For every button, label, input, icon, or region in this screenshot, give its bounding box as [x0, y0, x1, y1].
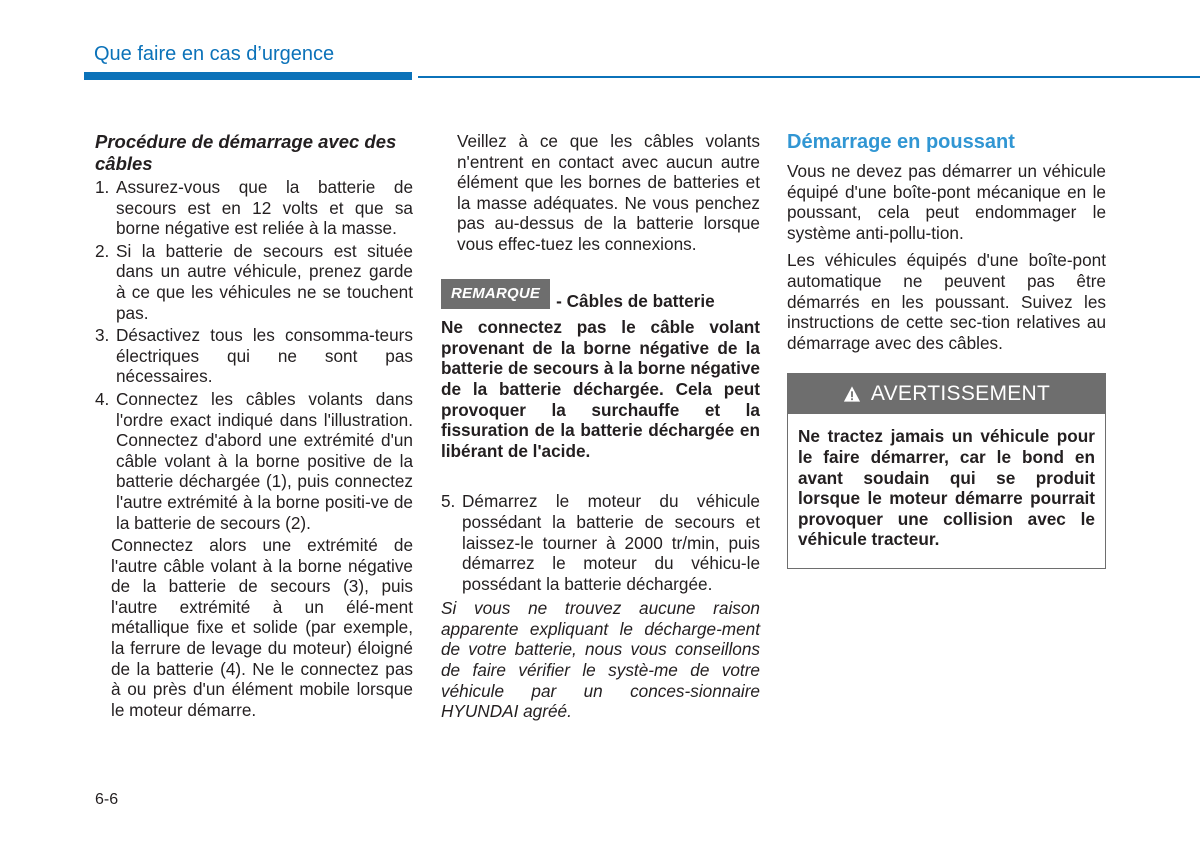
list-item-text: Démarrez le moteur du véhicule possédant la batterie de secours et laissez-le tourner à 2000 tr/min, puis démarrez le moteur du véhicu-le possédant la batterie déchargée.: [462, 491, 760, 594]
warning-triangle-icon: [843, 385, 861, 403]
list-item: [95, 325, 413, 387]
warning-text: Ne tractez jamais un véhicule pour le faire démarrer, car le bond en avant soudain qui se produit lorsque le moteur démarre pourrait provoquer une collision avec le véhicule tracteur.: [798, 426, 1095, 550]
header-title: Que faire en cas d’urgence: [94, 43, 335, 65]
list-item-number: 4.: [95, 388, 110, 409]
list-item: [95, 177, 413, 239]
warning-header: [788, 374, 1105, 414]
list-item-number: 3.: [95, 325, 110, 346]
list-item: [95, 241, 413, 323]
dealer-advice-text: Si vous ne trouvez aucune raison apparente expliquant le décharge-ment de votre batterie, nous vous conseillons de faire vérifier le systè-me de votre véhicule par un conces-sionnaire HYUNDAI agréé.: [441, 598, 760, 722]
column-right: [787, 131, 1106, 569]
note-text: Ne connectez pas le câble volant provenant de la borne négative de la batterie de secours à la borne négative de la batterie déchargée. Cela peut provoquer la surchauffe et la fissuration de la batterie déchargée en libérant de l'acide.: [441, 317, 760, 461]
list-continuation-text: Connectez alors une extrémité de l'autre câble volant à la borne négative de la batterie de secours (3), puis l'autre extrémité à un élé-ment métallique fixe et solide (par exemple, la ferrure de levage du moteur) éloigné de la batterie (4). Ne le connectez pas à ou près d'un élément mobile lorsque le moteur démarre.: [111, 535, 413, 720]
paragraph: Vous ne devez pas démarrer un véhicule équipé d'une boîte-pont mécanique en le poussant, cela peut endommager le système anti-pollu-tion.: [787, 161, 1106, 243]
list-item-text: Si la batterie de secours est située dans un autre véhicule, prenez garde à ce que les véhicules ne se touchent pas.: [116, 240, 413, 323]
header-rule-thick: [84, 72, 412, 80]
section-title: Démarrage en poussant: [787, 131, 1015, 153]
list-item-text: Désactivez tous les consomma-teurs électriques qui ne sont pas nécessaires.: [116, 325, 413, 387]
page-number: 6-6: [95, 791, 119, 808]
list-item-number: 5.: [441, 491, 456, 512]
subsection-heading: Procédure de démarrage avec des câbles: [95, 131, 397, 174]
list-item-text: Connectez les câbles volants dans l'ordre exact indiqué dans l'illustration. Connectez d'abord une extrémité d'un câble volant à la borne positive de la batterie déchargée (1), puis connectez l'autre extrémité à la borne positi-ve de la batterie de secours (2).: [116, 388, 413, 533]
remark-badge: REMARQUE: [441, 279, 550, 310]
column-middle: [441, 131, 760, 722]
list-item-number: 2.: [95, 240, 110, 261]
note-heading: [441, 277, 760, 312]
column-left: [95, 131, 413, 720]
list-item-number: 1.: [95, 177, 110, 197]
list-item-text: Assurez-vous que la batterie de secours est en 12 volts et que sa borne négative est reliée à la masse.: [116, 177, 413, 239]
warning-box: [787, 373, 1106, 569]
header-rule-thin: [418, 76, 1200, 78]
cable-contact-text: Veillez à ce que les câbles volants n'entrent en contact avec aucun autre élément que les bornes de batteries et la masse adéquates. Ne vous penchez pas au-dessus de la batterie lorsque vous effec-tuez les connexions.: [457, 131, 760, 254]
list-item: [441, 491, 760, 594]
list-item: [95, 389, 413, 533]
note-title: - Câbles de batterie: [556, 290, 715, 311]
paragraph: Les véhicules équipés d'une boîte-pont automatique ne peuvent pas être démarrés en les poussant. Suivez les instructions de cette sec-tion relatives au démarrage avec des câbles.: [787, 250, 1106, 353]
warning-title: AVERTISSEMENT: [870, 382, 1051, 406]
